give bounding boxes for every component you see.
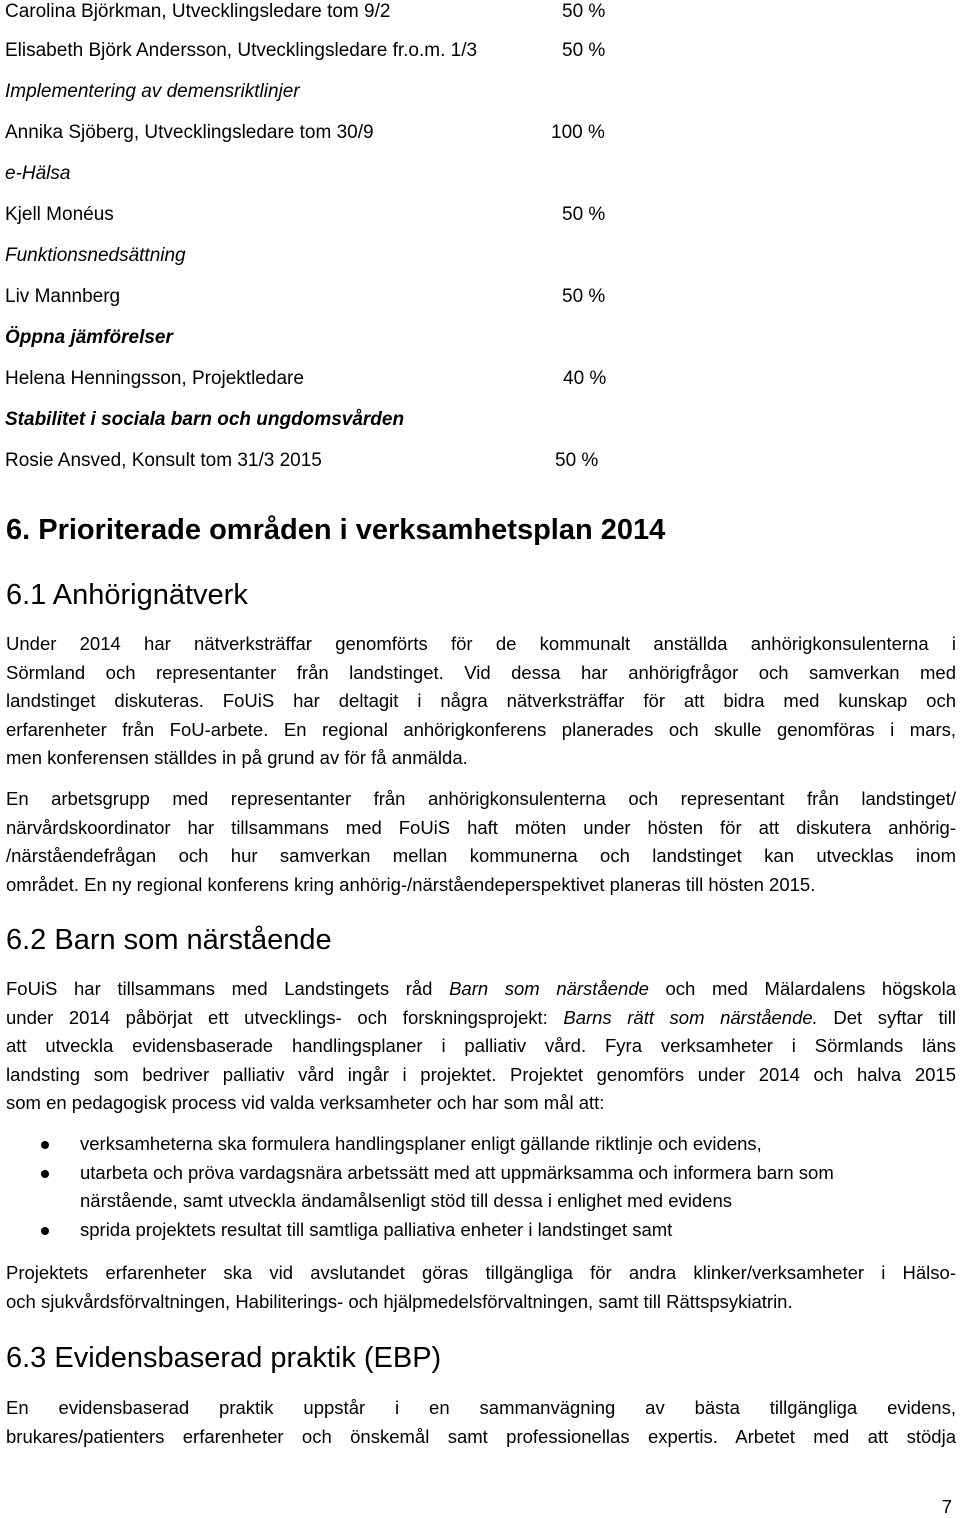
text-line — [6, 1004, 956, 1033]
staff-person-1 — [5, 0, 606, 24]
staff-person-text: Rosie Ansved, Konsult tom 31/3 2015 — [5, 450, 322, 471]
staff-percentage: 50 % — [555, 450, 599, 471]
staff-person-3 — [5, 121, 605, 145]
project-name: Öppna jämförelser — [5, 327, 173, 348]
subsection-heading: 6.2 Barn som närstående — [6, 924, 332, 956]
text-run: under 2014 påbörjat ett utvecklings- och forskningsprojekt: — [6, 1006, 564, 1028]
list-item — [0, 1216, 960, 1245]
text-line: landsting som bedriver palliativ vård ingår i projektet. Projektet genomförs under 2014 och halva 2015 — [6, 1063, 956, 1085]
paragraph — [6, 785, 956, 899]
list-item-text: utarbeta och pröva vardagsnära arbetssätt med att uppmärksamma och informera barn som — [80, 1161, 834, 1183]
italic-text: Barns rätt som närstående. — [563, 1006, 818, 1028]
text-run: Det syftar till — [817, 1006, 956, 1028]
list-item — [0, 1159, 960, 1216]
staff-person-4 — [5, 203, 606, 227]
text-line: men konferensen ställdes in på grund av för få anmälda. — [6, 747, 468, 768]
staff-percentage: 50 % — [562, 40, 606, 61]
list-item — [0, 1130, 960, 1159]
subsection-heading: 6.3 Evidensbaserad praktik (EBP) — [6, 1342, 442, 1374]
paragraph — [6, 975, 956, 1118]
italic-text: Barn som närstående — [449, 978, 649, 999]
section-heading: 6. Prioriterade områden i verksamhetsplan 2014 — [6, 514, 666, 546]
text-line: /närståendefrågan och hur samverkan mellan kommunerna och landstinget kan utvecklas inom — [6, 845, 956, 866]
text-line: erfarenheter från FoU-arbete. En regional anhörigkonferens planerades och skulle genomföras i mars, — [6, 718, 956, 740]
paragraph — [6, 1394, 956, 1451]
page-number: 7 — [941, 1496, 952, 1517]
bullet-icon — [41, 1141, 49, 1149]
staff-person-text: Annika Sjöberg, Utvecklingsledare tom 30/9 — [5, 122, 374, 143]
staff-percentage: 40 % — [563, 368, 607, 389]
project-name: e-Hälsa — [5, 163, 71, 184]
subsection-heading: 6.1 Anhörignätverk — [6, 579, 248, 611]
text-line: området. En ny regional konferens kring anhörig-/närståendeperspektivet planeras till hösten 2015. — [6, 873, 816, 895]
bullet-list — [0, 1130, 960, 1244]
text-line: Under 2014 har nätverksträffar genomförts för de kommunalt anställda anhörigkonsulenterna i — [6, 633, 956, 654]
staff-person-5 — [5, 285, 606, 309]
text-run: och med Mälardalens högskola — [648, 978, 956, 999]
staff-person-text: Kjell Monéus — [5, 204, 114, 225]
project-name: Stabilitet i sociala barn och ungdomsvården — [5, 409, 405, 430]
bullet-icon — [41, 1227, 49, 1235]
project-name: Funktionsnedsättning — [5, 245, 186, 266]
list-item-text: verksamheterna ska formulera handlingsplaner enligt gällande riktlinje och evidens, — [80, 1133, 762, 1154]
text-line: En arbetsgrupp med representanter från anhörigkonsulenterna och representant från landstinget/ — [6, 788, 956, 809]
text-line: som en pedagogisk process vid valda verksamheter och har som mål att: — [6, 1092, 605, 1113]
staff-person-text: Helena Henningsson, Projektledare — [5, 368, 304, 389]
text-line — [6, 975, 956, 1004]
paragraph — [6, 1259, 956, 1316]
text-line: Projektets erfarenheter ska vid avslutandet göras tillgängliga för andra klinker/verksamheter i Hälso- — [6, 1262, 956, 1283]
paragraph — [6, 630, 956, 773]
text-line: och sjukvårdsförvaltningen, Habiliterings- och hjälpmedelsförvaltningen, samt till Rättspsykiatrin. — [6, 1290, 793, 1312]
staff-person-text: Carolina Björkman, Utvecklingsledare tom 9/2 — [5, 1, 391, 22]
text-run: FoUiS har tillsammans med Landstingets råd — [6, 978, 450, 999]
staff-person-7 — [5, 449, 599, 473]
staff-person-2 — [5, 39, 606, 63]
text-line: Sörmland och representanter från landstinget. Vid dessa har anhörigfrågor och samverkan med — [6, 661, 956, 683]
staff-person-text: Elisabeth Björk Andersson, Utvecklingsledare fr.o.m. 1/3 — [5, 40, 478, 61]
staff-percentage: 50 % — [562, 204, 606, 225]
text-line: brukares/patienters erfarenheter och önskemål samt professionellas expertis. Arbetet med att stödja — [6, 1425, 956, 1447]
text-line: En evidensbaserad praktik uppstår i en sammanvägning av bästa tillgängliga evidens, — [6, 1397, 956, 1418]
text-line: att utveckla evidensbaserade handlingsplaner i palliativ vård. Fyra verksamheter i Sörmlands läns — [6, 1035, 956, 1056]
text-line: närvårdskoordinator har tillsammans med FoUiS haft möten under hösten för att diskutera anhörig- — [6, 816, 956, 838]
staff-percentage: 50 % — [562, 1, 606, 22]
text-line: landstinget diskuteras. FoUiS har deltagit i några nätverksträffar för att bidra med kunskap och — [6, 690, 956, 711]
list-item-text: närstående, samt utveckla ändamålsenligt stöd till dessa i enlighet med evidens — [80, 1190, 732, 1211]
bullet-icon — [41, 1170, 49, 1178]
staff-person-text: Liv Mannberg — [5, 286, 121, 307]
staff-percentage: 100 % — [551, 122, 605, 143]
staff-person-6 — [5, 367, 607, 391]
staff-percentage: 50 % — [562, 286, 606, 307]
project-name: Implementering av demensriktlinjer — [5, 81, 300, 102]
list-item-text: sprida projektets resultat till samtliga palliativa enheter i landstinget samt — [80, 1218, 673, 1240]
